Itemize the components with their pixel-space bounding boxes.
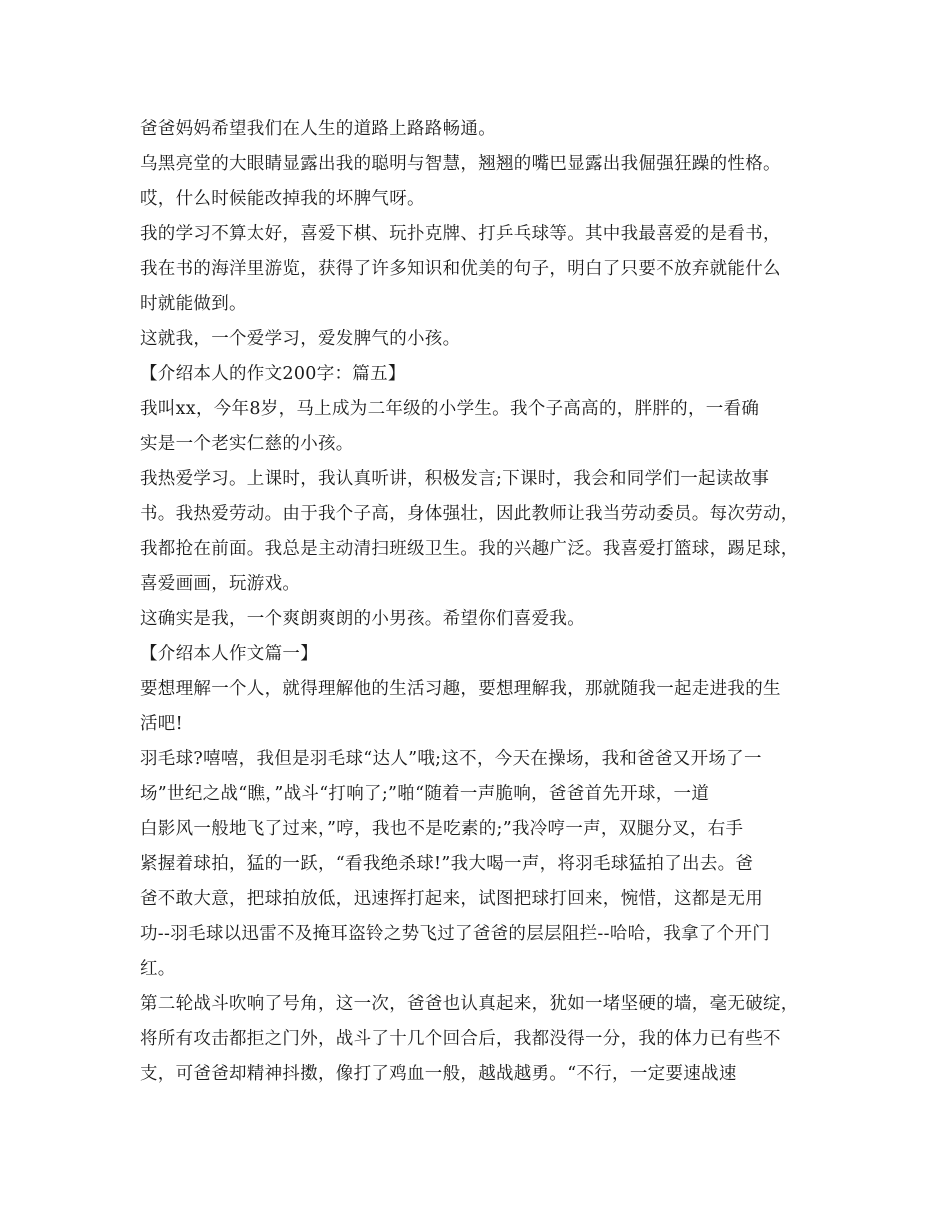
text-line: 羽毛球?嘻嘻，我但是羽毛球“达人”哦;这不，今天在操场，我和爸爸又开场了一 — [140, 749, 762, 769]
document-page — [140, 112, 820, 1092]
text-line: 红。 — [140, 959, 176, 979]
text-line: 白影风一般地飞了过来，”哼，我也不是吃素的;”我冷哼一声，双腿分叉，右手 — [140, 819, 744, 839]
text-line: 这就我，一个爱学习，爱发脾气的小孩。 — [140, 329, 461, 349]
section-heading: 【介绍本人的作文200字：篇五】 — [140, 364, 406, 384]
text-line: 爸爸妈妈希望我们在人生的道路上路路畅通。 — [140, 119, 496, 139]
text-line: 我都抢在前面。我总是主动清扫班级卫生。我的兴趣广泛。我喜爱打篮球，踢足球， — [140, 539, 799, 559]
text-line: 将所有攻击都拒之门外，战斗了十几个回合后，我都没得一分，我的体力已有些不 — [140, 1029, 781, 1049]
section-heading: 【介绍本人作文篇一】 — [140, 644, 318, 664]
text-line: 我的学习不算太好，喜爱下棋、玩扑克牌、打乒乓球等。其中我最喜爱的是看书， — [140, 224, 781, 244]
text-line: 支，可爸爸却精神抖擞，像打了鸡血一般，越战越勇。“不行，一定要速战速 — [140, 1064, 737, 1084]
text-line: 紧握着球拍，猛的一跃，“看我绝杀球!”我大喝一声，将羽毛球猛拍了出去。爸 — [140, 854, 754, 874]
text-line: 活吧! — [140, 714, 183, 734]
text-line: 爸不敢大意，把球拍放低，迅速挥打起来，试图把球打回来，惋惜，这都是无用 — [140, 889, 763, 909]
text-line: 喜爱画画，玩游戏。 — [140, 574, 301, 594]
text-line: 场”世纪之战“瞧，”战斗“打响了;”啪“随着一声脆响，爸爸首先开球，一道 — [140, 784, 710, 804]
text-line: 我在书的海洋里游览，获得了许多知识和优美的句子，明白了只要不放弃就能什么 — [140, 259, 781, 279]
text-line: 功--羽毛球以迅雷不及掩耳盗铃之势飞过了爸爸的层层阻拦--哈哈，我拿了个开门 — [140, 924, 771, 944]
text-line: 哎，什么时候能改掉我的坏脾气呀。 — [140, 189, 425, 209]
text-line: 要想理解一个人，就得理解他的生活习趣，要想理解我，那就随我一起走进我的生 — [140, 679, 781, 699]
text-line: 时就能做到。 — [140, 294, 247, 314]
text-line: 我热爱学习。上课时，我认真听讲，积极发言;下课时，我会和同学们一起读故事 — [140, 469, 770, 489]
text-line: 实是一个老实仁慈的小孩。 — [140, 434, 354, 454]
text-line: 第二轮战斗吹响了号角，这一次，爸爸也认真起来，犹如一堵坚硬的墙，毫无破绽， — [140, 994, 799, 1014]
text-line: 乌黑亮堂的大眼睛显露出我的聪明与智慧，翘翘的嘴巴显露出我倔强狂躁的性格。 — [140, 154, 781, 174]
text-line: 书。我热爱劳动。由于我个子高，身体强壮，因此教师让我当劳动委员。每次劳动， — [140, 504, 799, 524]
text-line: 我叫xx，今年8岁，马上成为二年级的小学生。我个子高高的，胖胖的，一看确 — [140, 399, 760, 419]
text-line: 这确实是我，一个爽朗爽朗的小男孩。希望你们喜爱我。 — [140, 609, 585, 629]
